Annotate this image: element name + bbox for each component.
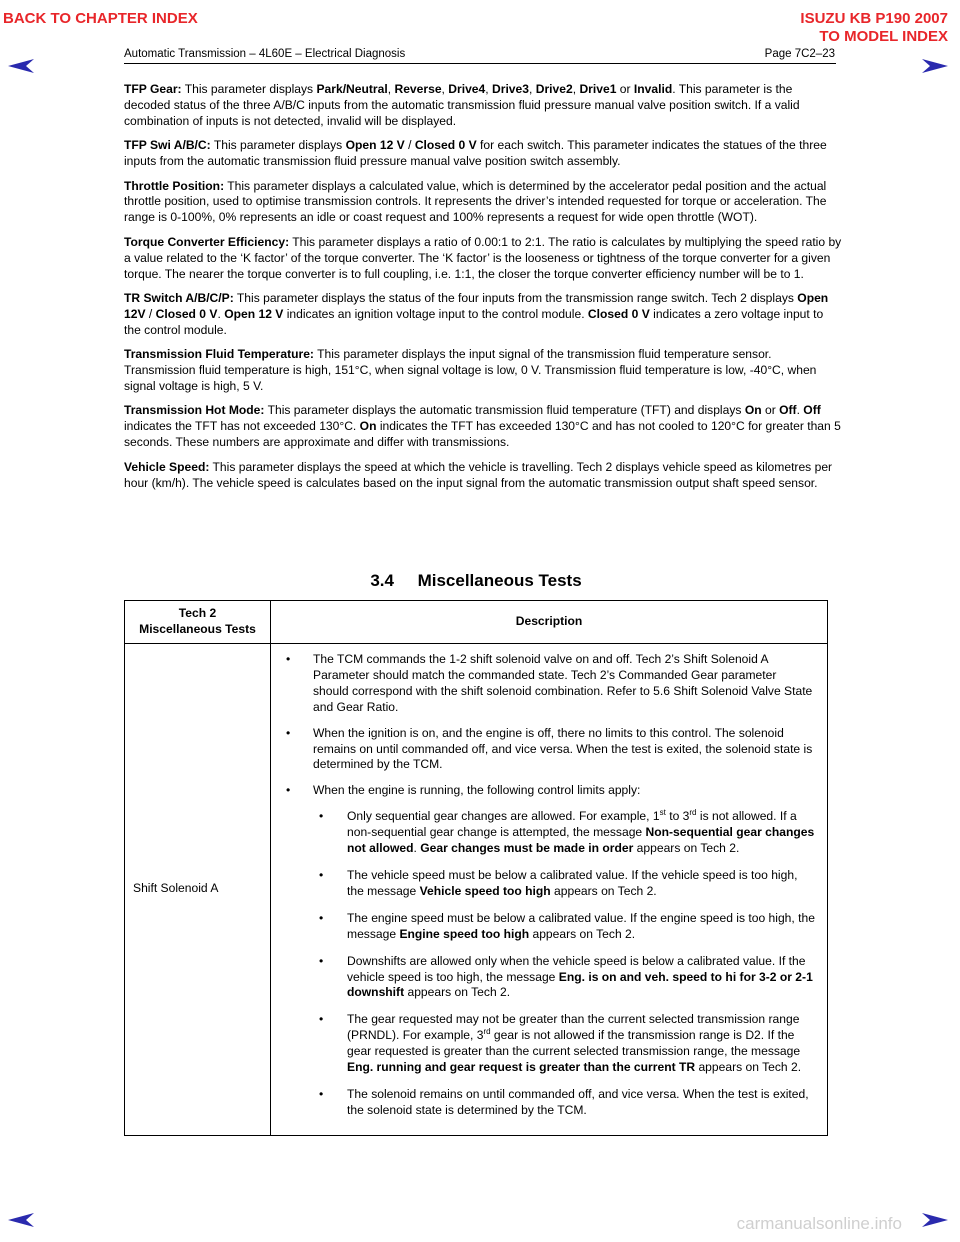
sub-list-item: • The gear requested may not be greater than the current selected transmission range (PRNDL). For example, 3rd gear is not allowed if the transmission range is D2. If the gear requested is greater than the current selected transmission range, the message Eng. running and gear request is greater than the current TR appears on Tech 2. (313, 1012, 815, 1076)
watermark: carmanualsonline.info (736, 1214, 902, 1233)
paragraph-vehicle-speed: Vehicle Speed: This parameter displays the speed at which the vehicle is travelling. Tech 2 displays vehicle speed as kilometres per hour (km/h). The vehicle speed is calculates based on the input signal from the automatic transmission output shaft speed sensor. (124, 459, 833, 490)
column-header-description: Description (271, 601, 828, 644)
prev-page-arrow-icon[interactable] (8, 59, 34, 73)
sub-list-item: • The solenoid remains on until commanded off, and vice versa. When the test is exited, the solenoid state is determined by the TCM. (313, 1087, 815, 1119)
test-name-cell: Shift Solenoid A (125, 644, 271, 1136)
page-header-title: Automatic Transmission – 4L60E – Electrical Diagnosis (124, 48, 406, 60)
table-header-row (125, 601, 828, 644)
next-page-arrow-icon-bottom[interactable] (922, 1213, 948, 1227)
parameter-descriptions (124, 82, 842, 500)
paragraph-throttle-position: Throttle Position: This parameter displays a calculated value, which is determined by the accelerator pedal position and the actual throttle position, used to optimise transmission controls. It represents the driver’s intended requested for torque or acceleration. The range is 0-100%, 0% represents an idle or coast request and 100% represents a request for wide open throttle (WOT). (124, 178, 827, 225)
model-name-link[interactable]: ISUZU KB P190 2007 (800, 10, 948, 27)
paragraph-transmission-hot-mode: Transmission Hot Mode: This parameter displays the automatic transmission fluid temperature (TFT) and displays On or Off. Off indicates the TFT has not exceeded 130°C. On indicates the TFT has exceeded 130°C and has not cooled to 120°C for greater than 5 seconds. These numbers are approximate and differ with transmissions. (124, 403, 841, 450)
sub-list-item: • Downshifts are allowed only when the vehicle speed is below a calibrated value. If the vehicle speed is too high, the message Eng. is on and veh. speed to hi for 3-2 or 2-1 downshift appears on Tech 2. (313, 954, 815, 1002)
paragraph-tfp-swi: TFP Swi A/B/C: This parameter displays Open 12 V / Closed 0 V for each switch. This parameter indicates the statues of the three inputs from the automatic transmission fluid pressure manual valve position switch assembly. (124, 138, 827, 169)
table-row (125, 644, 828, 1136)
sub-list-item: • The vehicle speed must be below a calibrated value. If the vehicle speed is too high, the message Vehicle speed too high appears on Tech 2. (313, 868, 815, 900)
description-cell (271, 644, 828, 1136)
section-title: Miscellaneous Tests (417, 571, 582, 590)
to-model-index-link[interactable]: TO MODEL INDEX (819, 28, 948, 45)
sub-list-item: • Only sequential gear changes are allowed. For example, 1st to 3rd is not allowed. If a non-sequential gear change is attempted, the message Non-sequential gear changes not allowed. Gear changes must be made in order appears on Tech 2. (313, 809, 815, 857)
column-header-tests: Tech 2 Miscellaneous Tests (125, 601, 271, 644)
section-number: 3.4 (370, 571, 394, 590)
sub-list-item: • The engine speed must be below a calibrated value. If the engine speed is too high, the message Engine speed too high appears on Tech 2. (313, 911, 815, 943)
next-page-arrow-icon[interactable] (922, 59, 948, 73)
list-item: • When the ignition is on, and the engine is off, there no limits to this control. The solenoid remains on until commanded off, and vice versa. When the test is exited, the solenoid state is determined by the TCM. (283, 726, 815, 774)
model-index-links (800, 10, 948, 46)
header-divider (124, 63, 836, 64)
paragraph-torque-converter-efficiency: Torque Converter Efficiency: This parameter displays a ratio of 0.00:1 to 2:1. The ratio is calculates by multiplying the speed ratio by a value related to the ‘K factor’ of the torque converter. The ‘K factor’ is the looseness or tightness of the torque converter for a given torque. The nearer the torque converter is to full coupling, i.e. 1:1, the closer the torque converter efficiency number will be to 1. (124, 234, 842, 281)
miscellaneous-tests-table (124, 600, 828, 1136)
paragraph-tfp-gear: TFP Gear: This parameter displays Park/Neutral, Reverse, Drive4, Drive3, Drive2, Drive1 or Invalid. This parameter is the decoded status of the three A/B/C inputs from the automatic transmission fluid pressure manual valve position switch. If a valid combination of inputs is not detected, invalid will be displayed. (124, 82, 800, 128)
paragraph-tr-switch: TR Switch A/B/C/P: This parameter displays the status of the four inputs from the transmission range switch. Tech 2 displays Open 12V / Closed 0 V. Open 12 V indicates an ignition voltage input to the control module. Closed 0 V indicates a zero voltage input to the control module. (124, 290, 829, 337)
page-number: Page 7C2–23 (764, 48, 835, 60)
section-heading (124, 571, 828, 591)
back-to-chapter-index-link[interactable]: BACK TO CHAPTER INDEX (3, 10, 198, 27)
list-item: • When the engine is running, the following control limits apply: • Only sequential gear changes are allowed. For example, 1st to 3rd is not allowed. If a non-sequential gear change is attempted, the message Non-sequential gear changes not allowed. Gear changes must be made in order appears on Tech 2. • The vehicle speed must be below a calibrated value. If the vehicle speed is too high, the message Vehicle speed too high appears on Tech 2. • The engine speed must be below a calibrated value. If the engine speed is too high, the message Engine speed too high appears on Tech 2. • Downshifts are allowed only when the vehicle speed is below a calibrated value. If the vehicle speed is too high, the message Eng. is on and veh. speed to hi for 3-2 or 2-1 downshift appears on Tech 2. • The gear requested may not be greater than the current selected transmission range (PRNDL). For example, 3rd gear is not allowed if the transmission range is D2. If the gear requested is greater than the current selected transmission range, the message Eng. running and gear request is greater than the current TR appears on Tech 2. • The solenoid remains on until commanded off, and vice versa. When the test is exited, the solenoid state is determined by the TCM. (283, 783, 815, 1118)
prev-page-arrow-icon-bottom[interactable] (8, 1213, 34, 1227)
paragraph-transmission-fluid-temperature: Transmission Fluid Temperature: This parameter displays the input signal of the transmission fluid temperature sensor. Transmission fluid temperature is high, 151°C, when signal voltage is low, 0 V. Transmission fluid temperature is low, -40°C, when signal voltage is high, 5 V. (124, 347, 817, 393)
list-item: • The TCM commands the 1-2 shift solenoid valve on and off. Tech 2’s Shift Solenoid A Parameter should match the commanded state. Tech 2’s Commanded Gear parameter should correspond with the shift solenoid combination. Refer to 5.6 Shift Solenoid Valve State and Gear Ratio. (283, 652, 815, 716)
